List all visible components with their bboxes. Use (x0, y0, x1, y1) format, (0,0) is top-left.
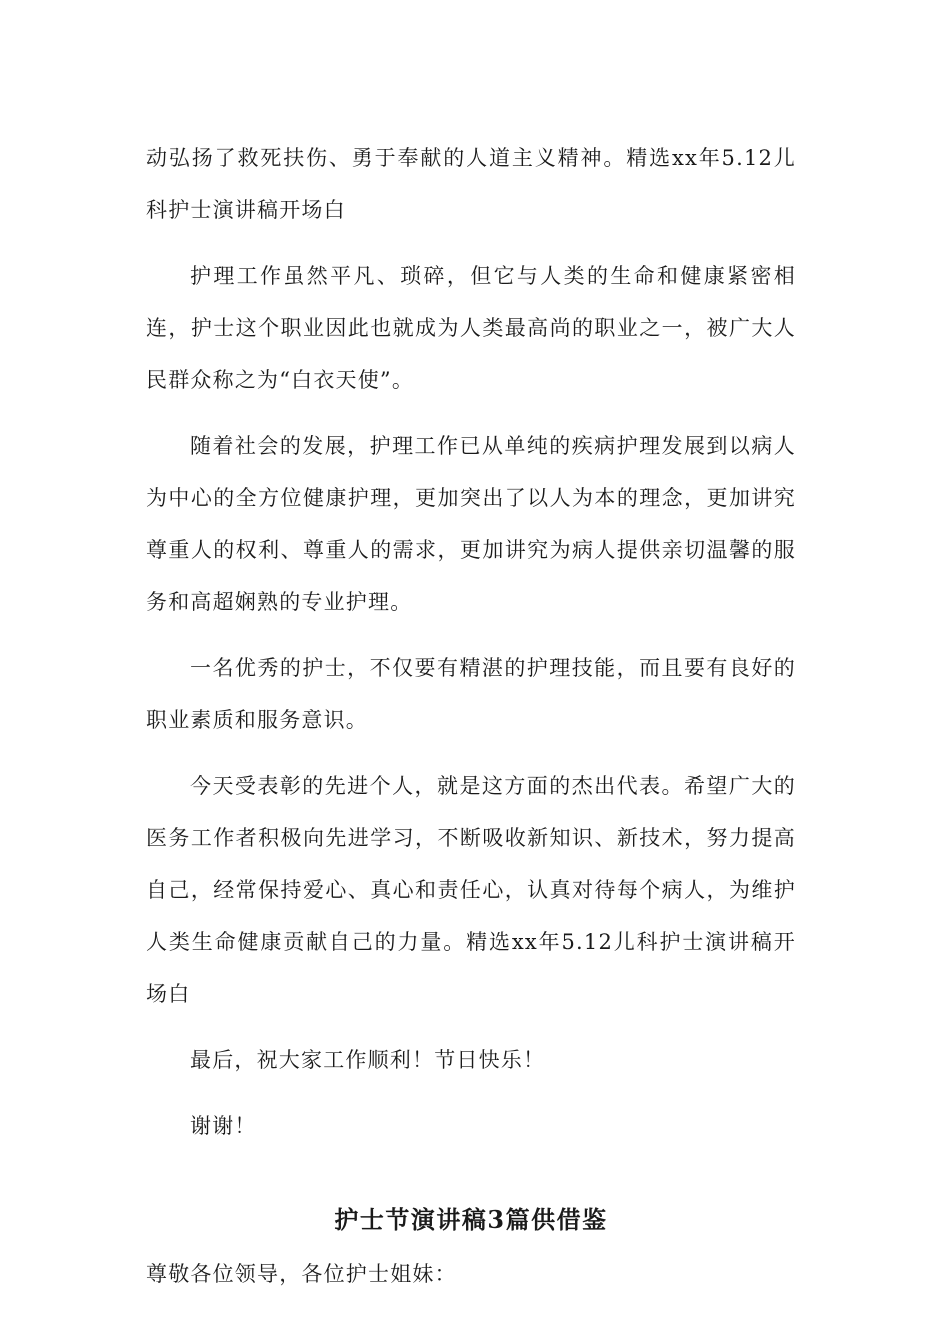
paragraph-continuation: 动弘扬了救死扶伤、勇于奉献的人道主义精神。精选xx年5.12儿科护士演讲稿开场白 (146, 146, 796, 222)
paragraph-wishes: 最后，祝大家工作顺利！节日快乐！ (190, 1048, 546, 1072)
paragraph-nursing-work: 护理工作虽然平凡、琐碎，但它与人类的生命和健康紧密相连，护士这个职业因此也就成为人类最高尚的职业之一，被广大人民群众称之为“白衣天使”。 (146, 264, 796, 392)
paragraph-excellent-nurse: 一名优秀的护士，不仅要有精湛的护理技能，而且要有良好的职业素质和服务意识。 (146, 656, 796, 732)
salutation: 尊敬各位领导，各位护士姐妹： (146, 1262, 457, 1286)
document-page (146, 132, 796, 1300)
paragraph-social-development: 随着社会的发展，护理工作已从单纯的疾病护理发展到以病人为中心的全方位健康护理，更加突出了以人为本的理念，更加讲究尊重人的权利、尊重人的需求，更加讲究为病人提供亲切温馨的服务和高超娴熟的专业护理。 (146, 434, 796, 614)
section-title: 护士节演讲稿3篇供借鉴 (334, 1205, 608, 1234)
paragraph-commendation: 今天受表彰的先进个人，就是这方面的杰出代表。希望广大的医务工作者积极向先进学习，不断吸收新知识、新技术，努力提高自己，经常保持爱心、真心和责任心，认真对待每个病人，为维护人类生命健康贡献自己的力量。精选xx年5.12儿科护士演讲稿开场白 (146, 774, 796, 1006)
paragraph-thanks: 谢谢！ (190, 1114, 257, 1138)
